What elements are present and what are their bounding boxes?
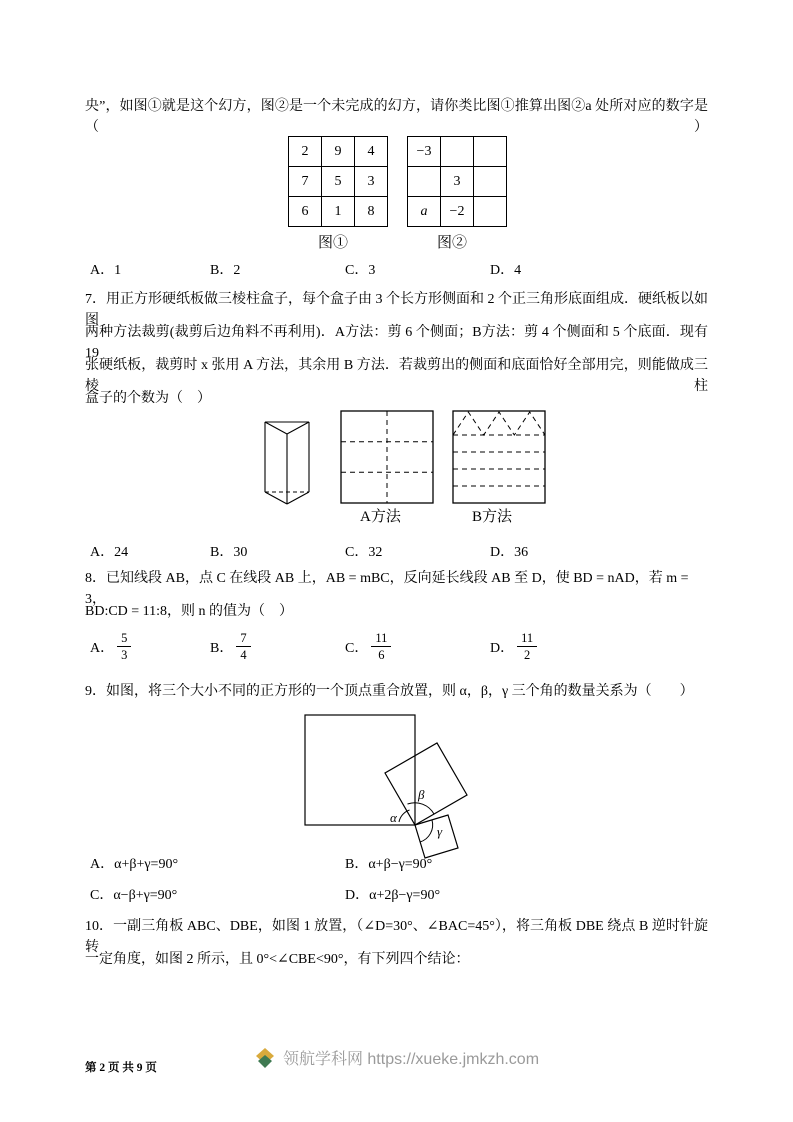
q8-option-c	[345, 630, 391, 663]
angle-arcs	[399, 803, 434, 842]
fraction-numerator: 5	[117, 630, 131, 647]
fraction	[236, 630, 250, 663]
fraction-numerator: 11	[371, 630, 391, 647]
option-label: B．	[210, 640, 234, 656]
grid-cell	[474, 167, 507, 197]
three-squares-figure	[300, 703, 510, 863]
q9-option-b: B．α+β−γ=90°	[345, 857, 433, 872]
option-label: A．	[90, 640, 115, 656]
q9-option-a: A．α+β+γ=90°	[90, 857, 179, 872]
q9-option-d: D．α+2β−γ=90°	[345, 888, 441, 903]
fraction	[517, 630, 537, 663]
grid-cell: 2	[289, 137, 322, 167]
grid-cell: 5	[322, 167, 355, 197]
site-logo-icon	[254, 1047, 276, 1069]
grid-cell: 1	[322, 197, 355, 227]
option-label: D．	[490, 640, 515, 656]
fraction	[371, 630, 391, 663]
fraction-numerator: 7	[236, 630, 250, 647]
grid-cell: a	[408, 197, 441, 227]
grid-cell	[441, 137, 474, 167]
page-number: 第 2 页 共 9 页	[85, 1062, 157, 1074]
prism-edges	[265, 422, 309, 504]
figure1-label: 图①	[318, 235, 349, 251]
magic-square-1	[288, 136, 388, 227]
method-b-label: B方法	[472, 509, 513, 525]
option-label: C．	[345, 640, 369, 656]
q9-text: 9．如图，将三个大小不同的正方形的一个顶点重合放置，则 α，β，γ 三个角的数量关系为（ ）	[85, 684, 694, 699]
q10-line-1: 10．一副三角板 ABC、DBE，如图 1 放置，（∠D=30°、∠BAC=45°），将三角板 DBE 绕点 B 逆时针旋转	[85, 919, 708, 955]
q6-option-d: D．4	[490, 263, 522, 278]
grid-cell: 8	[355, 197, 388, 227]
q8-option-a	[90, 630, 131, 663]
squares-outlines	[305, 715, 467, 858]
grid-cell: −2	[441, 197, 474, 227]
fraction-denominator: 2	[524, 648, 531, 662]
fraction-numerator: 11	[517, 630, 537, 647]
q10-line-2: 一定角度，如图 2 所示，且 0°<∠CBE<90°，有下列四个结论：	[85, 952, 470, 967]
q8-option-d	[490, 630, 537, 663]
fraction-denominator: 4	[240, 648, 247, 662]
q7-line-4: 盒子的个数为（ ）	[85, 391, 211, 406]
q7-line-1: 7．用正方形硬纸板做三棱柱盒子，每个盒子由 3 个长方形侧面和 2 个正三角形底面组成．硬纸板以如图	[85, 292, 708, 328]
q6-option-b: B．2	[210, 263, 241, 278]
grid-cell: 4	[355, 137, 388, 167]
grid-cell	[408, 167, 441, 197]
figure2-label: 图②	[437, 235, 468, 251]
grid-cell: 6	[289, 197, 322, 227]
alpha-label: α	[390, 810, 397, 825]
q8-line-2: BD:CD = 11:8，则 n 的值为（ ）	[85, 604, 294, 619]
fraction-denominator: 6	[378, 648, 385, 662]
grid-cell	[474, 197, 507, 227]
method-a-cutting-figure	[340, 410, 434, 504]
large-square	[305, 715, 415, 825]
q7-line-3: 张硬纸板，裁剪时 x 张用 A 方法，其余用 B 方法．若裁剪出的侧面和底面恰好全部用完，则能做成三棱柱	[85, 358, 708, 394]
method-b-lines	[453, 411, 545, 503]
method-b-cutting-figure	[452, 410, 546, 504]
q6-option-c: C．3	[345, 263, 376, 278]
grid-cell: 3	[441, 167, 474, 197]
q6-option-a: A．1	[90, 263, 122, 278]
q8-option-b	[210, 630, 251, 663]
magic-square-2	[407, 136, 507, 227]
fraction	[117, 630, 131, 663]
q7-line-2: 两种方法裁剪(裁剪后边角料不再利用)．A方法：剪 6 个侧面；B方法：剪 4 个侧面和 5 个底面．现有 19	[85, 325, 708, 361]
q7-option-c: C．32	[345, 545, 383, 560]
site-footer	[0, 1046, 793, 1069]
grid-cell	[474, 137, 507, 167]
grid-cell: −3	[408, 137, 441, 167]
q6-intro-line: 央”，如图①就是这个幻方，图②是一个未完成的幻方，请你类比图①推算出图②a 处所对应的数字是（ ）	[85, 99, 708, 135]
site-link: 领航学科网 https://xueke.jmkzh.com	[282, 1051, 540, 1068]
gamma-label: γ	[437, 824, 443, 839]
medium-square	[385, 743, 467, 825]
grid-cell: 3	[355, 167, 388, 197]
method-a-lines	[341, 411, 433, 503]
fraction-denominator: 3	[121, 648, 128, 662]
q7-option-d: D．36	[490, 545, 529, 560]
grid-cell: 9	[322, 137, 355, 167]
q7-option-b: B．30	[210, 545, 248, 560]
beta-label: β	[418, 787, 425, 802]
triangular-prism-figure	[256, 408, 318, 506]
q9-option-c: C．α−β+γ=90°	[90, 888, 178, 903]
grid-cell: 7	[289, 167, 322, 197]
q7-option-a: A．24	[90, 545, 129, 560]
method-a-label: A方法	[360, 509, 401, 525]
q8-line-1: 8．已知线段 AB，点 C 在线段 AB 上，AB = mBC，反向延长线段 AB 至 D，使 BD = nAD，若 m = 3，	[85, 571, 689, 607]
